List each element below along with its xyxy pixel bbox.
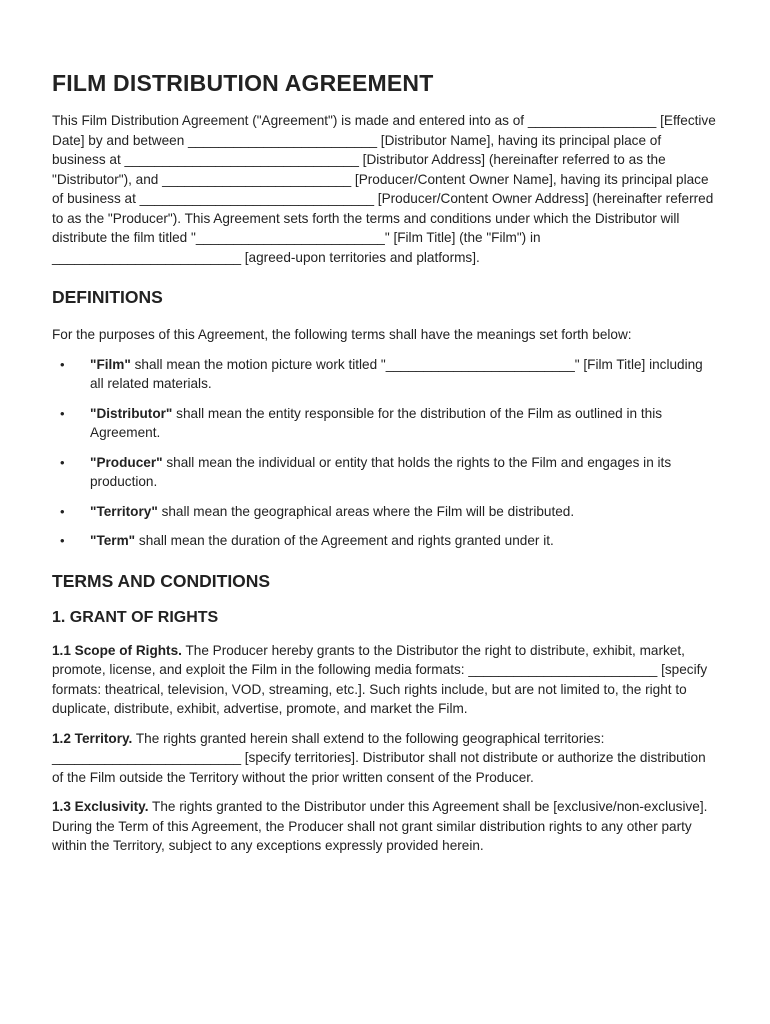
definitions-lead: For the purposes of this Agreement, the following terms shall have the meanings set forth below: — [52, 327, 632, 342]
definition-term: "Producer" — [90, 454, 163, 470]
bullet-icon: • — [60, 503, 65, 519]
intro-paragraph: This Film Distribution Agreement ("Agreement") is made and entered into as of _________________ [Effective Date] by and between _________________________ [Distributor Name], having its principal place of business at _______________________________ [Distributor Address] (hereinafter referred to as the "Distributor"), and _________________________ [Producer/Content Owner Name], having its principal place of business at _______________________________ [Producer/Content Owner Address] (hereinafter referred to as the "Producer"). This Agreement sets forth the terms and conditions under which the Distributor will distribute the film titled "_________________________" [Film Title] (the "Film") in _________________________ [agreed-upon territories and platforms]. — [52, 113, 716, 265]
definition-term: "Term" — [90, 533, 136, 548]
definition-text: shall mean the individual or entity that holds the rights to the Film and engages in its production. — [90, 454, 672, 489]
definition-text: shall mean the duration of the Agreement and rights granted under it. — [135, 533, 554, 548]
list-item — [52, 531, 718, 551]
clause-heading: 1.2 Territory. — [52, 730, 133, 746]
clause-text: The rights granted to the Distributor under this Agreement shall be [exclusive/non-exclusive]. During the Term of this Agreement, the Producer shall not grant similar distribution rights to any other party within the Territory, subject to any exceptions expressly provided herein. — [52, 799, 708, 853]
clause-territory — [52, 729, 718, 788]
definition-text: shall mean the geographical areas where the Film will be distributed. — [157, 503, 575, 519]
clause-text: The rights granted herein shall extend to the following geographical territories: _________________________ [specify territories]. Distributor shall not distribute or authorize the distribution of the Film outside the Territory without the prior written consent of the Producer. — [52, 730, 706, 785]
bullet-icon: • — [60, 454, 65, 470]
clause-scope-of-rights — [52, 641, 718, 719]
definitions-list — [52, 355, 718, 551]
definition-term: "Territory" — [90, 503, 158, 519]
definition-term: "Film" — [90, 356, 131, 372]
list-item — [52, 404, 718, 443]
bullet-icon: • — [60, 533, 65, 548]
list-item — [52, 502, 718, 522]
clause-heading: 1.3 Exclusivity. — [52, 799, 149, 814]
list-item — [52, 453, 718, 492]
definition-term: "Distributor" — [90, 405, 173, 421]
clause-exclusivity — [52, 797, 718, 856]
grant-of-rights-heading: 1. GRANT OF RIGHTS — [52, 608, 219, 626]
document-title: FILM DISTRIBUTION AGREEMENT — [52, 70, 434, 96]
terms-heading: TERMS AND CONDITIONS — [52, 570, 271, 591]
list-item — [52, 355, 718, 394]
bullet-icon: • — [60, 405, 65, 421]
definition-text: shall mean the motion picture work titled "_________________________" [Film Title] including all related materials. — [90, 356, 703, 391]
bullet-icon: • — [60, 356, 65, 372]
definition-text: shall mean the entity responsible for the distribution of the Film as outlined in this Agreement. — [90, 405, 663, 440]
definitions-heading: DEFINITIONS — [52, 287, 163, 307]
clause-text: The Producer hereby grants to the Distributor the right to distribute, exhibit, market, promote, license, and exploit the Film in the following media formats: _________________________ [specify formats: theatrical, television, VOD, streaming, etc.]. Such rights include, but are not limited to, the right to duplicate, distribute, exhibit, advertise, promote, and market the Film. — [52, 642, 708, 716]
clause-heading: 1.1 Scope of Rights. — [52, 642, 182, 658]
